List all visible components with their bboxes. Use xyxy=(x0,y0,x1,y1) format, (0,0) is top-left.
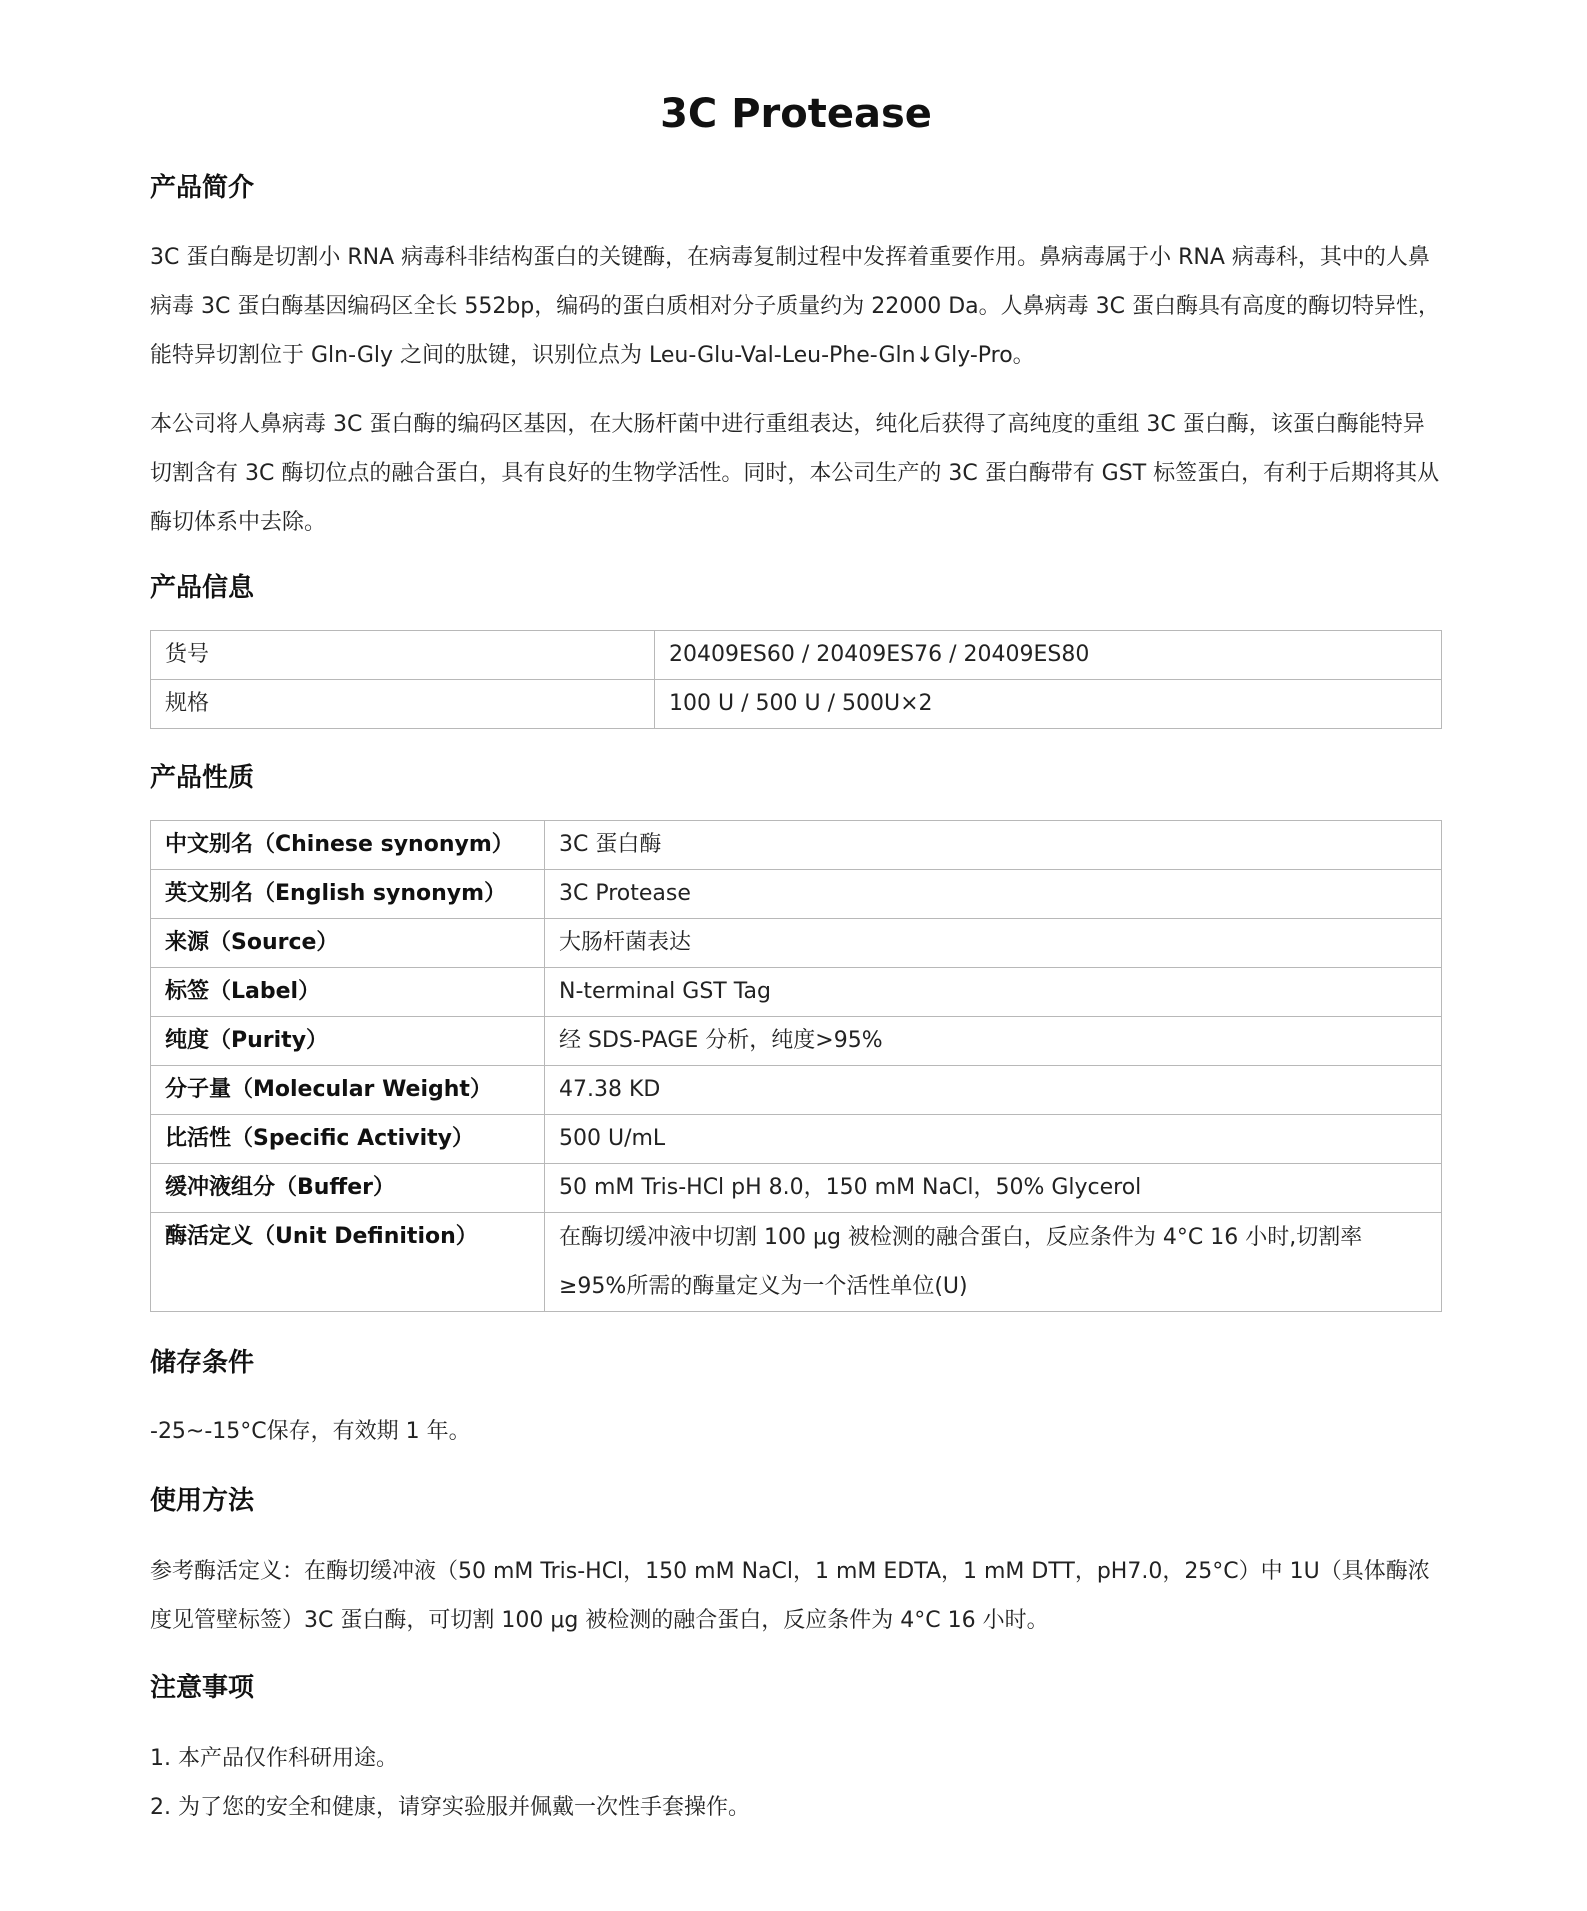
property-value: 47.38 KD xyxy=(545,1066,1442,1115)
property-value: N-terminal GST Tag xyxy=(545,968,1442,1017)
note-item-1: 1. 本产品仅作科研用途。 xyxy=(150,1746,398,1771)
info-label: 货号 xyxy=(151,631,655,680)
table-row xyxy=(151,631,1442,680)
product-info-table xyxy=(150,630,1442,729)
property-value: 经 SDS-PAGE 分析，纯度>95% xyxy=(545,1017,1442,1066)
info-label: 规格 xyxy=(151,680,655,729)
table-row xyxy=(151,1017,1442,1066)
property-label: 酶活定义（Unit Definition） xyxy=(151,1213,545,1312)
usage-text: 参考酶活定义：在酶切缓冲液（50 mM Tris-HCl，150 mM NaCl，1 mM EDTA，1 mM DTT，pH7.0，25°C）中 1U（具体酶浓度见管壁标签）3C 蛋白酶，可切割 100 μg 被检测的融合蛋白，反应条件为 4°C 16 小时。 xyxy=(150,1559,1430,1633)
section-heading-storage: 储存条件 xyxy=(150,1348,255,1378)
property-value: 3C 蛋白酶 xyxy=(545,821,1442,870)
table-row xyxy=(151,1066,1442,1115)
property-value: 500 U/mL xyxy=(545,1115,1442,1164)
section-heading-intro: 产品简介 xyxy=(150,173,255,203)
property-value: 大肠杆菌表达 xyxy=(545,919,1442,968)
info-value: 100 U / 500 U / 500U×2 xyxy=(655,680,1442,729)
table-row xyxy=(151,1213,1442,1312)
storage-text: -25~-15°C保存，有效期 1 年。 xyxy=(150,1419,471,1444)
table-row xyxy=(151,870,1442,919)
property-label: 比活性（Specific Activity） xyxy=(151,1115,545,1164)
intro-paragraph-2: 本公司将人鼻病毒 3C 蛋白酶的编码区基因，在大肠杆菌中进行重组表达，纯化后获得了高纯度的重组 3C 蛋白酶，该蛋白酶能特异切割含有 3C 酶切位点的融合蛋白，具有良好的生物学活性。同时，本公司生产的 3C 蛋白酶带有 GST 标签蛋白，有利于后期将其从酶切体系中去除。 xyxy=(150,412,1440,535)
property-label: 来源（Source） xyxy=(151,919,545,968)
info-value: 20409ES60 / 20409ES76 / 20409ES80 xyxy=(655,631,1442,680)
property-label: 缓冲液组分（Buffer） xyxy=(151,1164,545,1213)
table-row xyxy=(151,968,1442,1017)
property-label: 纯度（Purity） xyxy=(151,1017,545,1066)
property-value: 3C Protease xyxy=(545,870,1442,919)
property-value: 50 mM Tris-HCl pH 8.0，150 mM NaCl，50% Glycerol xyxy=(545,1164,1442,1213)
table-row xyxy=(151,821,1442,870)
property-value: 在酶切缓冲液中切割 100 μg 被检测的融合蛋白，反应条件为 4°C 16 小时,切割率≥95%所需的酶量定义为一个活性单位(U) xyxy=(545,1213,1442,1312)
property-label: 中文别名（Chinese synonym） xyxy=(151,821,545,870)
section-heading-properties: 产品性质 xyxy=(150,763,255,793)
section-heading-usage: 使用方法 xyxy=(150,1486,255,1516)
property-label: 分子量（Molecular Weight） xyxy=(151,1066,545,1115)
product-properties-table xyxy=(150,820,1442,1312)
section-heading-notes: 注意事项 xyxy=(150,1673,255,1703)
table-row xyxy=(151,680,1442,729)
table-row xyxy=(151,1115,1442,1164)
intro-paragraph-1: 3C 蛋白酶是切割小 RNA 病毒科非结构蛋白的关键酶，在病毒复制过程中发挥着重要作用。鼻病毒属于小 RNA 病毒科，其中的人鼻病毒 3C 蛋白酶基因编码区全长 552bp，编码的蛋白质相对分子质量约为 22000 Da。人鼻病毒 3C 蛋白酶具有高度的酶切特异性，能特异切割位于 Gln-Gly 之间的肽键，识别位点为 Leu-Glu-Val-Leu-Phe-Gln↓Gly-Pro。 xyxy=(150,245,1441,368)
document-title: 3C Protease xyxy=(660,91,932,137)
property-label: 标签（Label） xyxy=(151,968,545,1017)
note-item-2: 2. 为了您的安全和健康，请穿实验服并佩戴一次性手套操作。 xyxy=(150,1795,750,1820)
table-row xyxy=(151,919,1442,968)
table-row xyxy=(151,1164,1442,1213)
property-label: 英文别名（English synonym） xyxy=(151,870,545,919)
section-heading-info: 产品信息 xyxy=(150,573,255,603)
